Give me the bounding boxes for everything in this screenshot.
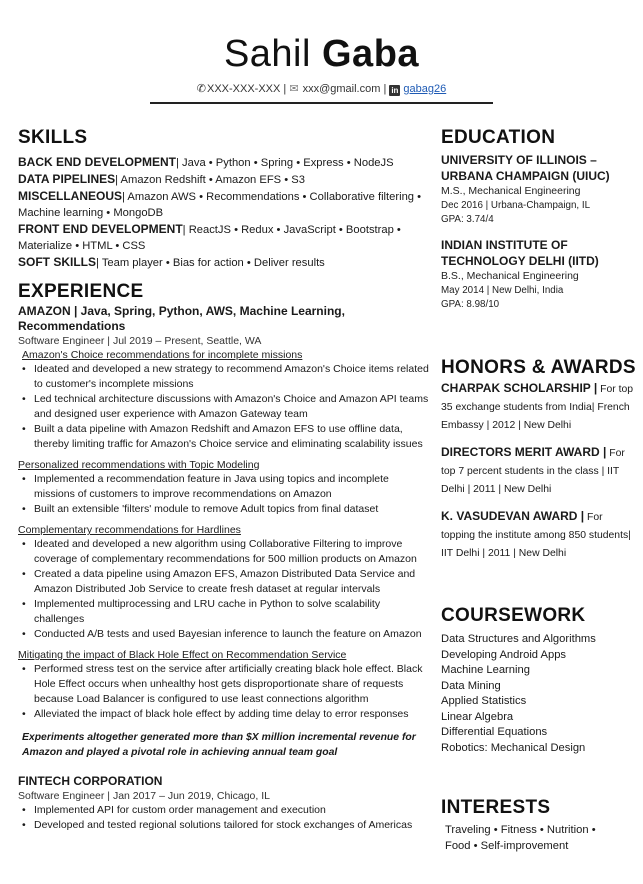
experience-heading: EXPERIENCE [18, 281, 144, 302]
phone-icon: ✆ [196, 83, 206, 95]
project-bullets [18, 362, 430, 452]
right-column [441, 126, 637, 854]
list-item: • Built a data pipeline with Amazon Redshift and Amazon EFS to use offline data, thereby limiting traffic for Amazon's Choice service and eliminating scalability issues [18, 422, 430, 452]
interests-heading: INTERESTS [441, 797, 551, 818]
list-item: • Ideated and developed a new strategy to recommend Amazon's Choice items related to customer's incomplete missions [18, 362, 430, 392]
project-bullets [18, 537, 430, 642]
skill-line: DATA PIPELINES| Amazon Redshift • Amazon EFS • S3 [18, 172, 305, 186]
interests-line: Traveling • Fitness • Nutrition • [445, 824, 596, 836]
skill-line: FRONT END DEVELOPMENT| ReactJS • Redux • JavaScript • Bootstrap • Materialize • HTML • CSS [18, 222, 401, 252]
interests-line: Food • Self-improvement [445, 840, 569, 852]
first-name: Sahil [223, 33, 311, 75]
interests-list [441, 822, 637, 854]
list-item: • Implemented multiprocessing and LRU cache in Python to solve scalability challenges [18, 597, 430, 627]
list-item: • Implemented API for custom order management and execution [18, 803, 430, 818]
list-item: Data Structures and Algorithms [441, 633, 596, 645]
contact-line: ✆XXX-XXX-XXX | ✉ xxx@gmail.com | in gabag26 [196, 83, 447, 95]
last-name: Gaba [322, 33, 420, 75]
gpa: GPA: 3.74/4 [441, 214, 494, 225]
mail-icon: ✉ [289, 83, 299, 95]
degree: B.S., Mechanical Engineering [441, 270, 579, 282]
project-title: Personalized recommendations with Topic Modeling [18, 459, 260, 471]
list-item: • Created a data pipeline using Amazon EFS, Amazon Distributed Data Service and Amazon Distributed Job Service to create fresh dataset at regular intervals [18, 567, 430, 597]
education-heading: EDUCATION [441, 127, 556, 148]
list-item: • Conducted A/B tests and used Bayesian inference to launch the feature on Amazon [18, 627, 430, 642]
candidate-name [0, 32, 643, 76]
skills-heading: SKILLS [18, 127, 88, 148]
list-item: Linear Algebra [441, 710, 514, 723]
list-item: • Built an extensible 'filters' module to remove Adult topics from final dataset [18, 502, 430, 517]
email-address: xxx@gmail.com [302, 83, 381, 95]
coursework-heading: COURSEWORK [441, 605, 586, 626]
school-name: INDIAN INSTITUTE OF TECHNOLOGY DELHI (IITD) [441, 238, 599, 268]
list-item: Robotics: Mechanical Design [441, 741, 586, 754]
award-item: DIRECTORS MERIT AWARD | For top 7 percent students in the class | IIT Delhi | 2011 | New Delhi [441, 445, 625, 495]
linkedin-link[interactable]: gabag26 [403, 83, 447, 95]
project-bullets [18, 662, 430, 722]
school-dates: Dec 2016 | Urbana-Champaign, IL [441, 200, 591, 211]
impact-statement: Experiments altogether generated more than $X million incremental revenue for Amazon and played a pivotal role in achieving annual team goal [22, 732, 416, 758]
award-item: K. VASUDEVAN AWARD | For topping the institute among 850 students| IIT Delhi | 2011 | New Delhi [441, 509, 631, 559]
list-item: Applied Statistics [441, 695, 527, 707]
resume-header [0, 32, 643, 76]
skills-list [18, 154, 430, 271]
project-title: Amazon's Choice recommendations for incomplete missions [22, 349, 303, 361]
list-item: Machine Learning [441, 664, 530, 676]
fintech-bullets [18, 803, 430, 833]
skill-line: SOFT SKILLS| Team player • Bias for action • Deliver results [18, 255, 325, 269]
list-item: Developing Android Apps [441, 648, 567, 661]
project-title: Complementary recommendations for Hardlines [18, 524, 241, 536]
linkedin-icon: in [391, 86, 399, 95]
school-dates: May 2014 | New Delhi, India [441, 285, 564, 296]
list-item: • Implemented a recommendation feature in Java using topics and incomplete missions of customers to improve recommendations on Amazon [18, 472, 430, 502]
list-item: Data Mining [441, 679, 501, 692]
left-column [18, 126, 430, 833]
honors-heading: HONORS & AWARDS [441, 357, 636, 378]
fintech-job-meta: Software Engineer | Jan 2017 – Jun 2019, Chicago, IL [18, 790, 270, 802]
phone-number: XXX-XXX-XXX [206, 83, 281, 95]
school-name: UNIVERSITY OF ILLINOIS – URBANA CHAMPAIGN (UIUC) [441, 153, 610, 183]
project-bullets [18, 472, 430, 517]
award-item: CHARPAK SCHOLARSHIP | For top 35 exchange students from India| French Embassy | 2012 | New Delhi [441, 381, 634, 431]
amazon-job-title: AMAZON | Java, Spring, Python, AWS, Machine Learning, Recommendations [18, 304, 345, 333]
list-item: • Developed and tested regional solutions tailored for stock exchanges of Americas [18, 818, 430, 833]
list-item: • Alleviated the impact of black hole effect by adding time delay to error responses [18, 707, 430, 722]
amazon-job-meta: Software Engineer | Jul 2019 – Present, Seattle, WA [18, 335, 262, 347]
fintech-job-title: FINTECH CORPORATION [18, 774, 163, 788]
list-item: • Performed stress test on the service after artificially creating black hole effect. Black Hole Effect occurs when unhealthy host gets disproportionate share of requests because Load Balancer is configured to use least connections algorithm [18, 662, 430, 707]
list-item: • Ideated and developed a new algorithm using Collaborative Filtering to improve coverage of complementary recommendations for 500 million products on Amazon [18, 537, 430, 567]
skill-line: MISCELLANEOUS| Amazon AWS • Recommendations • Collaborative filtering • Machine learning • MongoDB [18, 189, 422, 219]
header-divider [150, 102, 493, 104]
list-item: Differential Equations [441, 726, 548, 738]
gpa: GPA: 8.98/10 [441, 299, 500, 310]
course-list [441, 632, 637, 756]
skill-line: BACK END DEVELOPMENT| Java • Python • Spring • Express • NodeJS [18, 155, 394, 169]
list-item: • Led technical architecture discussions with Amazon's Choice and Amazon API teams and designed user experience with Amazon Gateway team [18, 392, 430, 422]
project-title: Mitigating the impact of Black Hole Effect on Recommendation Service [18, 649, 347, 661]
degree: M.S., Mechanical Engineering [441, 185, 581, 197]
